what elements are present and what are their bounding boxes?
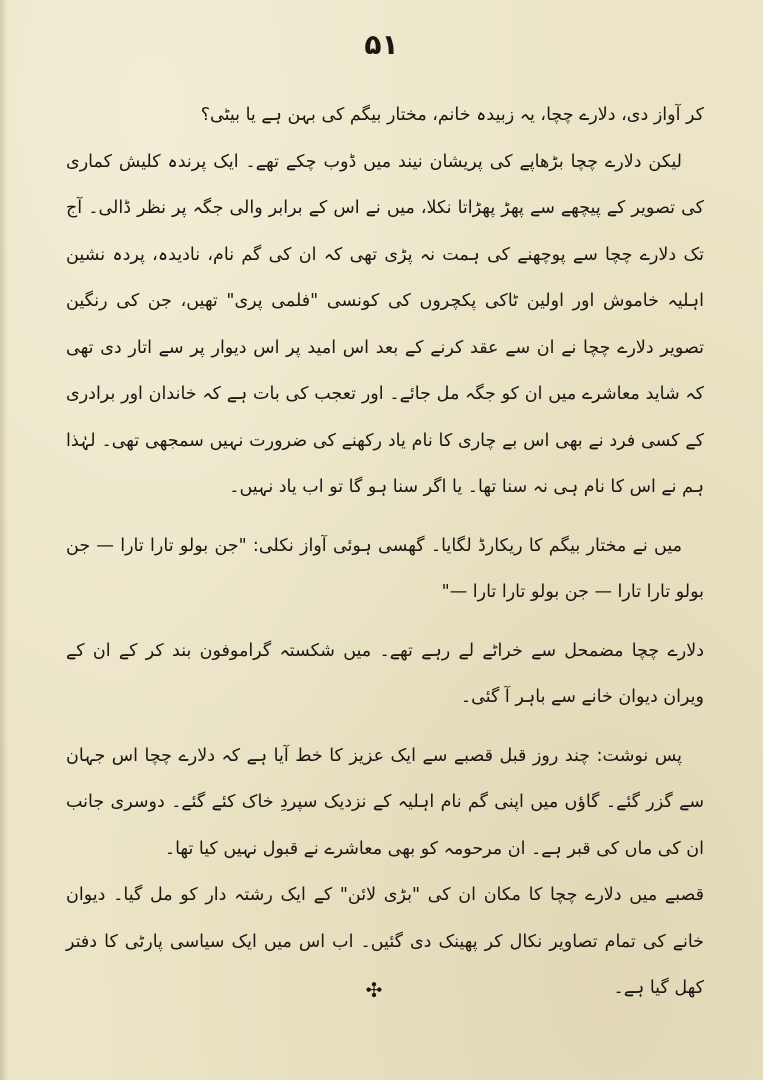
ornament-icon: ✣ [365,978,383,1002]
paragraph-3: میں نے مختار بیگم کا ریکارڈ لگایا۔ گھسی ہوئی آواز نکلی: "جن بولو تارا تارا — جن بولو تارا تارا — جن بولو تارا تارا —" [66,535,704,602]
paragraph-4: دلارے چچا مضمحل سے خراٹے لے رہے تھے۔ میں شکستہ گراموفون بند کر کے ان کے ویران دیوان خانے سے باہر آ گئی۔ [66,640,704,707]
page-text [66,92,704,1012]
paragraph-1: کر آواز دی، دلارے چچا، یہ زبیدہ خانم، مختار بیگم کی بہن ہے یا بیٹی؟ [200,105,704,125]
page-number: ۵۱ [364,28,399,61]
paragraph-5: پس نوشت: چند روز قبل قصبے سے ایک عزیز کا خط آیا ہے کہ دلارے چچا اس جہان سے گزر گئے۔ گاؤں میں اپنی گم نام اہلیہ کے نزدیک سپردِ خاک کئے گئے۔ دوسری جانب ان کی ماں کی قبر ہے۔ ان مرحومہ کو بھی معاشرے نے قبول نہیں کیا تھا۔ [66,745,704,859]
page-fold-shadow [0,0,8,1080]
paragraph-2: لیکن دلارے چچا بڑھاپے کی پریشان نیند میں ڈوب چکے تھے۔ ایک پرندہ کلیش کماری کی تصویر کے پیچھے سے پھڑ پھڑاتا نکلا، میں نے اس کے برابر والی جگہ پر نظر ڈالی۔ آج تک دلارے چچا سے پوچھنے کی ہمت نہ پڑی تھی کہ ان کی گم نام، نادیدہ، پردہ نشین اہلیہ خاموش اور اولین ٹاکی پکچروں کی کونسی "فلمی پری" تھیں، جن کی رنگین تصویر دلارے چچا نے ان سے عقد کرنے کے بعد اس امید پر اس دیوار پر سے اتار دی تھی کہ شاید معاشرے میں ان کو جگہ مل جائے۔ اور تعجب کی بات ہے کہ خاندان اور برادری کے کسی فرد نے بھی اس بے چاری کا نام یاد رکھنے کی ضرورت نہیں سمجھی تھی۔ لہٰذا ہم نے اس کا نام ہی نہ سنا تھا۔ یا اگر سنا ہو گا تو اب یاد نہیں۔ [66,151,704,497]
paragraph-6: قصبے میں دلارے چچا کا مکان ان کی "بڑی لائن" کے ایک رشتہ دار کو مل گیا۔ دیوان خانے کی تمام تصاویر نکال کر پھینک دی گئیں۔ اب اس میں ایک سیاسی پارٹی کا دفتر کھل گیا ہے۔ [66,885,704,998]
